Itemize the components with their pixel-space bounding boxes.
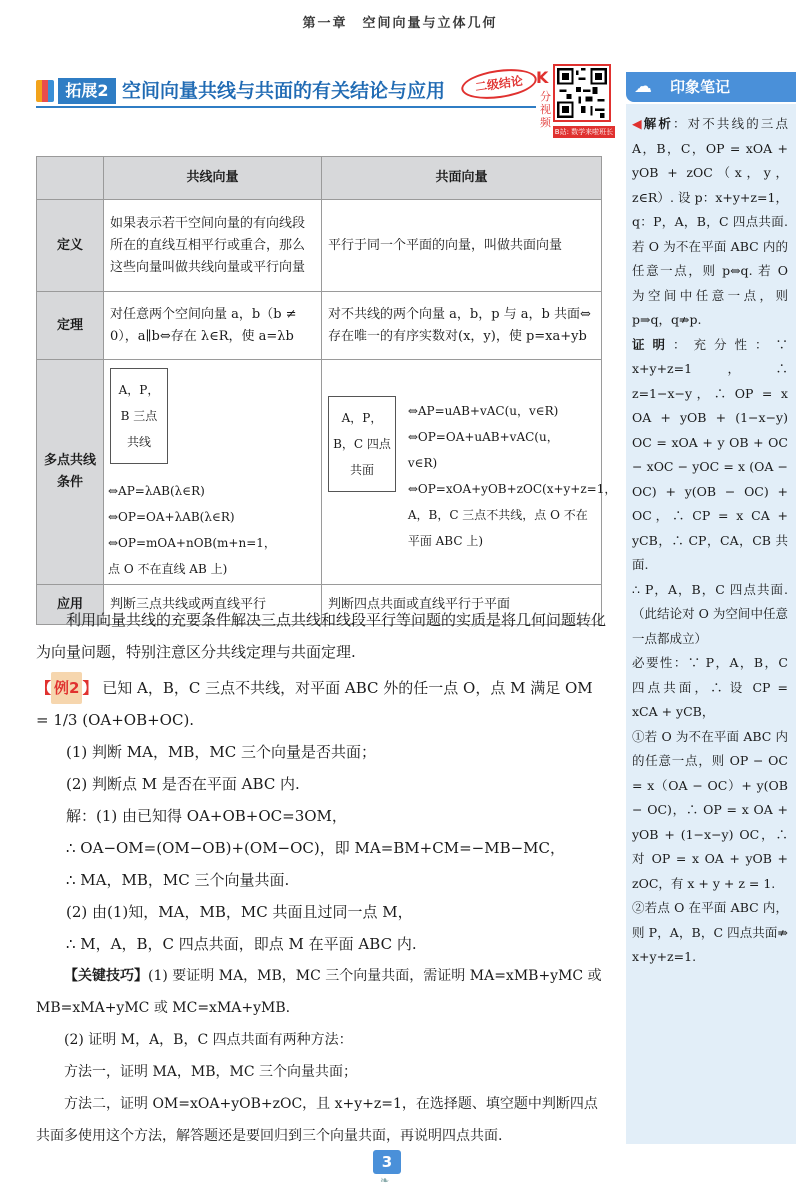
bird-ornament-icon: ❧ [380, 1174, 390, 1187]
cell-application-coplanar: 判断四点共面或直线平行于平面 [322, 585, 602, 625]
cell-theorem-coplanar: 对不共线的两个向量 a，b，p 与 a，b 共面⇔存在唯一的有序实数对(x，y)，使 p=xa+yb [322, 292, 602, 360]
solution-line: ∴ OA−OM=(OM−OB)+(OM−OC)，即 MA=BM+CM=−MB−MC， [66, 839, 565, 857]
qr-caption: B站: 数学来啦班长 [554, 128, 614, 136]
question-1: (1) 判断 MA，MB，MC 三个向量是否共面； [66, 743, 376, 761]
notes-proof-sufficiency: 证明：充分性：∵ x+y+z=1，∴ z=1−x−y，∴ OP = x OA + yOB + (1−x−y) OC = xOA + y OB + OC − xOC − yOC = x (OA − OC) + y(OB − OC) + OC，∴ CP = x CA + yCB，∴ CP，CA，CB 共面. [632, 336, 788, 572]
notes-proof-conclusion: ∴ P，A，B，C 四点共面.（此结论对 O 为空间中任意一点都成立） [632, 581, 788, 646]
page-number: 3 [373, 1150, 401, 1174]
example-statement: 【 例2 】 已知 A，B，C 三点不共线，对平面 ABC 外的任一点 O，点 M 满足 OM = 1/3 (OA+OB+OC). [36, 672, 606, 736]
notes-analysis: ◀解析：对不共线的三点 A，B，C，OP = xOA + yOB + zOC（x，y，z∈R）. 设 p：x+y+z=1，q：P，A，B，C 四点共面. 若 O 为不在平面 ABC 内的任意一点，则 p⇔q. 若 O 为空间中任意一点，则 p⇒q，q⇏p. [632, 116, 788, 327]
main-body [36, 604, 606, 1152]
notes-case-1: ①若 O 为不在平面 ABC 内的任意一点，则 OP − OC = x（OA − OC）+ y(OB − OC)，∴ OP = x OA + yOB + (1−x−y) OC，∴ 对 OP = x OA + yOB + zOC，有 x + y + z = 1. [632, 728, 788, 891]
table-header-coplanar: 共面向量 [322, 157, 602, 200]
cell-definition-collinear: 如果表示若干空间向量的有向线段所在的直线互相平行或重合，那么这些向量叫做共线向量或平行向量 [104, 200, 322, 292]
cell-theorem-collinear: 对任意两个空间向量 a，b（b ≠ 0），a∥b⇔存在 λ∈R，使 a=λb [104, 292, 322, 360]
intro-paragraph: 利用向量共线的充要条件解决三点共线和线段平行等问题的实质是将几何问题转化为向量问题，特别注意区分共线定理与共面定理. [36, 611, 607, 661]
triangle-marker-icon: ◀ [632, 116, 644, 131]
row-head-conditions: 多点共线条件 [37, 360, 104, 585]
notes-text [632, 112, 788, 970]
key-technique: 【关键技巧】(1) 要证明 MA，MB，MC 三个向量共面，需证明 MA=xMB+yMC 或 MB=xMA+yMC 或 MC=xMA+yMB. [36, 968, 602, 1016]
solution-line: ∴ M，A，B，C 四点共面，即点 M 在平面 ABC 内. [66, 935, 417, 953]
chapter-header: 第一章 空间向量与立体几何 [302, 16, 498, 31]
question-2: (2) 判断点 M 是否在平面 ABC 内. [66, 775, 300, 793]
coplanar-condition-list [407, 398, 617, 554]
section-title-bar [36, 73, 536, 108]
notes-proof-necessity: 必要性：∵ P，A，B，C 四点共面，∴ 设 CP = xCA + yCB， [632, 655, 788, 719]
row-head-definition: 定义 [37, 200, 104, 292]
coplanar-condition-item: ⇔OP=OA+uAB+vAC(u，v∈R) [407, 430, 559, 470]
comparison-table [36, 156, 617, 625]
elephant-icon: ☁ [634, 76, 652, 97]
notes-case-2: ②若点 O 在平面 ABC 内，则 P，A，B，C 四点共面⇏ x+y+z=1. [632, 900, 788, 964]
key-technique-label: 【关键技巧】 [64, 968, 148, 984]
notes-title: 印象笔记 [670, 78, 731, 96]
table-row [37, 360, 602, 585]
table-header-row [37, 157, 602, 200]
collinear-condition-list [108, 478, 276, 582]
video-k-logo: K [536, 68, 549, 87]
coplanar-condition-item: ⇔OP=xOA+yOB+zOC(x+y+z=1，A，B，C 三点不共线，点 O 不在平面 ABC 上) [407, 482, 617, 548]
table-header-corner [37, 157, 104, 200]
collinear-condition-item: ⇔AP=λAB(λ∈R) [108, 484, 205, 498]
row-head-theorem: 定理 [37, 292, 104, 360]
coplanar-condition-item: ⇔AP=uAB+vAC(u，v∈R) [407, 404, 559, 418]
video-side-label: 分视频 [540, 90, 551, 129]
solution-line: ∴ MA，MB，MC 三个向量共面. [66, 871, 290, 889]
notes-header [626, 72, 796, 102]
section-title: 空间向量共线与共面的有关结论与应用 [122, 80, 446, 102]
qr-code-icon[interactable] [553, 64, 611, 122]
cell-application-collinear: 判断三点共线或两直线平行 [104, 585, 322, 625]
cell-definition-coplanar: 平行于同一个平面的向量，叫做共面向量 [322, 200, 602, 292]
table-header-collinear: 共线向量 [104, 157, 322, 200]
level-badge: 二级结论 [459, 65, 538, 103]
key-technique-line: 方法一，证明 MA，MB，MC 三个向量共面； [64, 1064, 358, 1080]
row-head-application: 应用 [37, 585, 104, 625]
solution-line: (2) 由(1)知，MA，MB，MC 共面且过同一点 M， [66, 903, 413, 921]
book-icon [36, 80, 54, 102]
table-row [37, 292, 602, 360]
collinear-condition-item: ⇔OP=OA+λAB(λ∈R) [108, 510, 235, 524]
key-technique-line: 方法二，证明 OM=xOA+yOB+zOC，且 x+y+z=1，在选择题、填空题中判断四点共面多使用这个方法，解答题还是要回归到三个向量共面，再说明四点共面. [36, 1096, 598, 1144]
key-technique-line: (2) 证明 M，A，B，C 四点共面有两种方法： [64, 1032, 353, 1048]
cell-conditions-coplanar [322, 360, 617, 585]
collinear-condition-box: A，P，B 三点共线 [110, 368, 168, 464]
solution-line: 解：(1) 由已知得 OA+OB+OC=3OM， [66, 807, 347, 825]
coplanar-condition-box: A，P，B，C 四点共面 [328, 396, 396, 492]
extension-tag: 拓展2 [58, 78, 116, 104]
example-label: 【 例2 】 [36, 679, 97, 697]
collinear-condition-item: ⇔OP=mOA+nOB(m+n=1，点 O 不在直线 AB 上) [108, 536, 276, 576]
cell-conditions-collinear [104, 360, 322, 585]
table-row [37, 200, 602, 292]
